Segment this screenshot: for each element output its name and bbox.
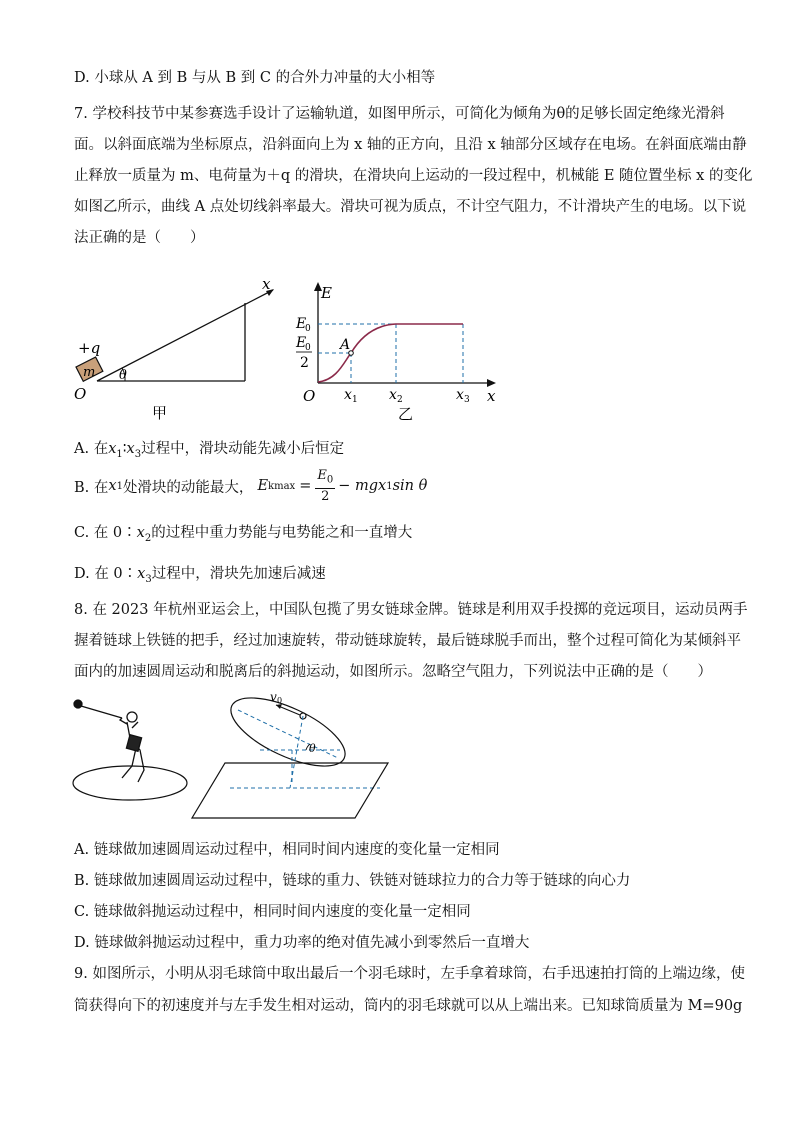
figure-hammer-throw	[70, 688, 400, 823]
q7-stem-line-3: 止释放一质量为 m、电荷量为＋q 的滑块，在滑块向上运动的一段过程中，机械能 E 随位置坐标 x 的变化	[74, 168, 753, 184]
x3-label: x	[456, 387, 464, 403]
y-axis-label: E	[321, 284, 332, 302]
q8-stem-line-3: 面内的加速圆周运动和脱离后的斜抛运动，如图所示。忽略空气阻力，下列说法中正确的是（ ）	[74, 664, 712, 680]
incline-x-label: x	[262, 275, 271, 293]
figure-yi-graph	[292, 280, 507, 425]
q8-stem-line-1: 8. 在 2023 年杭州亚运会上，中国队包揽了男女链球金牌。链球是利用双手投掷的竞远项目，运动员两手	[74, 602, 748, 618]
angle-label: θ	[119, 368, 127, 383]
half-e0-num: E	[296, 335, 307, 351]
q7-option-d: D. 在 $0∶x_3$过程中，滑块先加速后减速	[74, 566, 326, 585]
incline-origin-label: O	[74, 385, 87, 403]
half-e0-sub: 0	[305, 343, 311, 353]
q8-option-d: D. 链球做斜抛运动过程中，重力功率的绝对值先减小到零然后一直增大	[74, 935, 530, 951]
q6-option-d: D. 小球从 A 到 B 与从 B 到 C 的合外力冲量的大小相等	[74, 70, 436, 86]
dashed-guides	[318, 324, 463, 383]
orbit-guides	[230, 710, 380, 788]
athlete-figure	[74, 700, 144, 782]
q8-option-c: C. 链球做斜抛运动过程中，相同时间内速度的变化量一定相同	[74, 904, 471, 920]
x3-sub: 3	[464, 395, 470, 405]
half-e0-den: 2	[300, 355, 309, 371]
x1-sub: 1	[352, 395, 358, 405]
q8-option-a: A. 链球做加速圆周运动过程中，相同时间内速度的变化量一定相同	[74, 842, 500, 858]
graph-origin-label: O	[303, 387, 316, 405]
fraction-e0-over-2: $\frac{E_0}{2}$	[317, 468, 334, 504]
q7-option-b: B. 在 x 1 处滑块的动能最大， E kmax = $\frac{E_0}{2}$ − mgx 1 sin θ	[74, 468, 428, 504]
q8-stem-line-2: 握着链球上铁链的把手，经过加速旋转，带动链球旋转，最后链球脱手而出，整个过程可简化为某倾斜平	[74, 633, 741, 649]
q7-stem-line-2: 面。以斜面底端为坐标原点，沿斜面向上为 x 轴的正方向，且沿 x 轴部分区域存在电场。在斜面底端由静	[74, 137, 747, 153]
x-axis-arrow-icon	[487, 379, 496, 387]
q7-option-c: C. 在 $0∶x_2$的过程中重力势能与电势能之和一直增大	[74, 525, 413, 544]
x-axis-label: x	[487, 387, 496, 405]
q9-stem-line-2: 筒获得向下的初速度并与左手发生相对运动，筒内的羽毛球就可以从上端出来。已知球筒质量为 M=90g	[74, 998, 743, 1014]
q7-stem-line-5: 法正确的是（ ）	[74, 230, 205, 246]
q7-option-a: A. 在$x_1∶x_3$过程中，滑块动能先减小后恒定	[74, 441, 345, 460]
figure-yi-caption: 乙	[398, 405, 414, 423]
inclined-orbit	[222, 688, 355, 780]
q9-stem-line-1: 9. 如图所示，小明从羽毛球筒中取出最后一个羽毛球时，左手拿着球筒，右手迅速拍打筒的上端边缘，使	[74, 966, 745, 982]
q7-stem-line-1: 7. 学校科技节中某参赛选手设计了运输轨道，如图甲所示，可简化为倾角为θ的足够长固定绝缘光滑斜	[74, 106, 725, 122]
e0-label: E	[296, 316, 307, 332]
q7-stem-line-4: 如图乙所示，曲线 A 点处切线斜率最大。滑块可视为质点，不计空气阻力，不计滑块产生的电场。以下说	[74, 199, 747, 215]
mass-label: m	[83, 365, 96, 380]
throwing-circle	[73, 766, 187, 800]
charge-label: +q	[78, 339, 101, 357]
x2-sub: 2	[397, 395, 403, 405]
e0-sub: 0	[305, 324, 311, 334]
figure-jia-caption: 甲	[152, 404, 168, 422]
v0-sub: 0	[277, 696, 283, 705]
figure-jia-incline	[70, 275, 290, 425]
point-a-label: A	[340, 337, 351, 353]
ground-plane	[192, 763, 388, 818]
q8-option-b: B. 链球做加速圆周运动过程中，链球的重力、铁链对链球拉力的合力等于链球的向心力	[74, 873, 631, 889]
orbit-angle-label: θ	[309, 742, 316, 755]
v0-label: v	[270, 690, 277, 704]
x1-label: x	[344, 387, 352, 403]
x2-label: x	[389, 387, 397, 403]
